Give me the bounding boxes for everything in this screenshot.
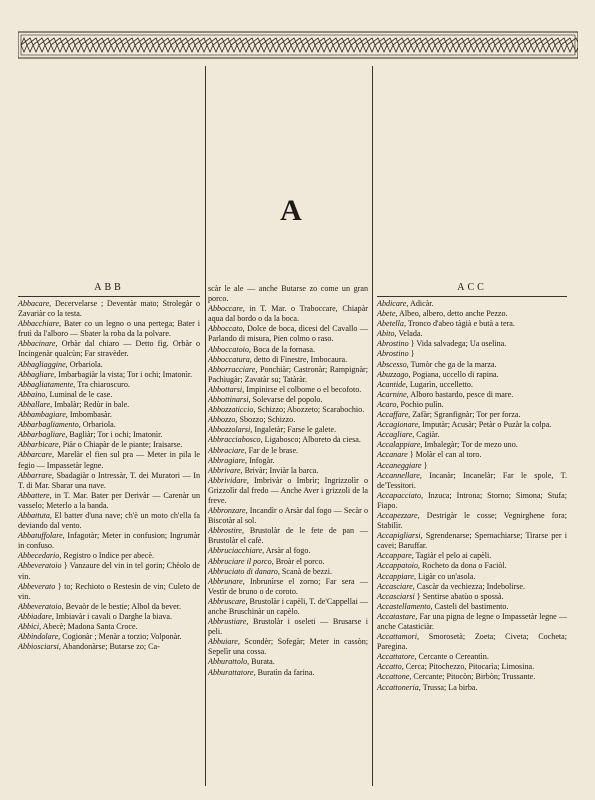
definition: Solevarse del popolo. [250, 395, 323, 405]
definition: Bater co un legno o una pertega; Bater i frutì da l'alboro — Sbater la roba da la polvare. [18, 319, 200, 339]
definition: Cerca; Pitochezzo, Pitocarìa; Limosina. [403, 662, 535, 672]
dictionary-entry [18, 582, 200, 602]
definition: Imbalàr; Redùr in bale. [52, 399, 130, 409]
dictionary-entry [208, 546, 368, 556]
headword: Abbottinarsi, [208, 395, 251, 405]
headword: Abbrustiare, [208, 617, 249, 627]
column-header-1: ABB [94, 282, 124, 293]
headword: Abboccato, [208, 324, 245, 334]
headword: Abbatuffolare, [18, 531, 65, 541]
definition: } Vida salvadega; Ua oselina. [408, 339, 507, 349]
dictionary-entry [208, 456, 368, 466]
headword: Abbiosciarsi, [18, 642, 61, 652]
definition: Cascàr da vechiezza; Indebolirse. [414, 581, 526, 591]
headword: Accattoneria, [377, 682, 421, 692]
headword: Accaffare, [377, 410, 411, 420]
headword: Abbeverato [18, 581, 56, 591]
dictionary-entry [377, 683, 567, 693]
headword: Abbozzo, [208, 415, 238, 425]
dictionary-entry [377, 339, 567, 349]
definition: Orbàr dal chiaro — Detto fig. Orbàr o Incingenàr qualcùn; Far stravèder. [18, 339, 200, 359]
headword: Abbrunare, [208, 576, 245, 586]
headword: Abbeveratoio [18, 561, 62, 571]
headword: Abbattuta, [18, 510, 52, 520]
dictionary-entry [208, 617, 368, 637]
definition: Velada. [396, 329, 423, 339]
headword: Abete, [377, 309, 398, 319]
definition: Infogàr. [247, 455, 275, 465]
headword: Acantide, [377, 379, 408, 389]
dictionary-entry [208, 395, 368, 405]
definition: Ingaletàr; Farse le galete. [252, 425, 337, 435]
definition: Infagotàr; Meter in confusion; Ingrumàr in confuso. [18, 531, 200, 551]
definition: Cercante; Pitocòn; Birbòn; Trussante. [411, 672, 536, 682]
dictionary-entry [208, 304, 368, 324]
definition: Cogionàr ; Menàr a torzio; Volponàr. [60, 632, 182, 642]
dictionary-entry [208, 476, 368, 506]
dictionary-entry [208, 365, 368, 385]
headword: Accagliare, [377, 430, 415, 440]
definition: Abecè; Madona Santa Croce. [41, 622, 138, 631]
headword: Accappare, [377, 551, 414, 561]
definition: Lugarìn, uccelletto. [407, 379, 473, 389]
definition: Dolce de boca, dicesi del Cavallo — Parlando di misura, Pien colmo o raso. [208, 324, 368, 344]
dictionary-entry [18, 319, 200, 339]
headword: Abbagliatamente, [18, 379, 76, 389]
definition: Impinirse el colbome o el becofoto. [244, 384, 362, 394]
headword: Accasciare, [377, 581, 415, 591]
dictionary-entry [18, 339, 200, 359]
dictionary-entry [208, 324, 368, 344]
definition: Schizzo; Abozzeto; Scarabochio. [255, 405, 365, 415]
headword: Abballare, [18, 399, 53, 409]
dictionary-entry [377, 561, 567, 571]
dictionary-entry [377, 390, 567, 400]
definition: Destrigàr le cosse; Vegnirghene fora; Stabilìr. [377, 510, 567, 531]
dictionary-entry [377, 572, 567, 582]
headword: Abboccatura, [208, 354, 252, 364]
definition: Ponchiàr; Castronàr; Rampignàr; Pachiugàr; Zavatàr su; Tatàràr. [208, 364, 368, 384]
dictionary-entry [208, 577, 368, 597]
dictionary-entry [18, 410, 200, 420]
dictionary-entry [208, 637, 368, 657]
definition: Tra chiaroscuro. [75, 379, 130, 389]
headword: Abbambagiare, [18, 410, 68, 420]
dictionary-entry [377, 370, 567, 380]
definition: Sgrendenarse; Spernachiarse; Tirarse per i cavei; Baruffar. [377, 531, 567, 551]
definition: Adicàr. [408, 299, 434, 308]
dictionary-entry [208, 446, 368, 456]
definition: Arsàr al fogo. [264, 546, 311, 556]
dictionary-entry [377, 551, 567, 561]
dictionary-entry [18, 420, 200, 430]
dictionary-entry [18, 380, 200, 390]
dictionary-entry [208, 415, 368, 425]
dictionary-entry [18, 632, 200, 642]
definition: in T. Mar. o Traboccare, Chiapàr aqua dal bordo o da la boca. [208, 304, 368, 324]
definition: Ligabosco; Alboreto da ciesa. [262, 435, 361, 445]
definition: Far de le brase. [246, 445, 299, 455]
headword: Abbarbagliare, [18, 430, 68, 440]
headword: Abburattatore, [208, 667, 256, 677]
dictionary-entry [208, 385, 368, 395]
dictionary-entry [208, 425, 368, 435]
dictionary-entry [377, 349, 567, 359]
definition: Imbombasàr. [67, 410, 112, 420]
definition: Registro o Indice per abecè. [61, 551, 154, 561]
definition: Tagiàr el pelo ai capèli. [413, 551, 492, 561]
ornamental-border [18, 30, 578, 60]
definition: } [408, 349, 415, 359]
dictionary-entry [18, 360, 200, 370]
dictionary-entry [377, 491, 567, 511]
dictionary-entry [208, 345, 368, 355]
definition: Cagiàr. [414, 430, 440, 440]
definition: Boca de la fornasa. [250, 344, 315, 354]
headword: Abbattere, [18, 490, 52, 500]
definition: Casteli del bastimento. [432, 601, 509, 611]
dictionary-entry [377, 400, 567, 410]
headword: Abbrividare, [208, 475, 249, 485]
dictionary-entry [377, 511, 567, 531]
headword: Abbecedario, [18, 551, 62, 561]
headword: Accapigliarsi, [377, 531, 423, 541]
column-divider-left [205, 66, 206, 786]
headword: Abbeveratoio, [18, 601, 64, 611]
definition: Inzuca; Introna; Storno; Simona; Stufa; Fiapo. [377, 490, 567, 510]
headword: Accappatoio, [377, 561, 420, 571]
dictionary-entry [18, 622, 200, 632]
dictionary-entry [18, 531, 200, 551]
headword: Accannellare, [377, 470, 422, 480]
dictionary-entry [18, 511, 200, 531]
headword: Abburattolo, [208, 657, 250, 667]
dictionary-entry [18, 602, 200, 612]
definition: Cercante o Cereantìn. [416, 652, 489, 662]
dictionary-entry [377, 329, 567, 339]
headword: Abbacinare, [18, 339, 58, 349]
headword: Abbragiare, [208, 455, 248, 465]
headword: Accapezzare, [377, 510, 420, 520]
headword: Abbruscare, [208, 596, 248, 606]
dictionary-entry [208, 668, 368, 678]
definition: Sbozzo; Schizzo. [237, 415, 296, 425]
headword: Accasciarsi [377, 591, 415, 601]
definition: Brustolàr de le fete de pan — Brustolàr el cafè. [208, 526, 368, 546]
dictionary-entry [377, 461, 567, 471]
headword: Accastellamento, [377, 601, 433, 611]
headword: Abboccatoio, [208, 344, 251, 354]
definition: Imbarbagiàr la vista; Tor i ochi; Imatonìr. [56, 369, 193, 379]
dictionary-entry [377, 360, 567, 370]
dictionary-entry [18, 612, 200, 622]
definition: Inbrunìrse el zorno; Far sera — Vestìr de bruno o de coroto. [208, 576, 368, 596]
definition: El batter d'una nave; ch'è un moto ch'ella fa deviando dal vento. [18, 510, 200, 531]
definition: detto di Finestre, Imbocaura. [251, 354, 348, 364]
definition: Pogiana, uccello di rapina. [410, 369, 499, 379]
column-2 [208, 284, 368, 678]
definition: Brustolàr i capèli, T. de'Cappellai — anche Bruschinàr un capèlo. [208, 596, 368, 616]
headword: Abbacchiare, [18, 319, 62, 329]
dictionary-entry [18, 430, 200, 440]
dictionary-entry [18, 561, 200, 581]
definition: } Molàr el can al toro. [407, 450, 482, 460]
dictionary-entry [18, 440, 200, 450]
headword: Abbraciare, [208, 445, 247, 455]
headword: Accattone, [377, 672, 412, 682]
definition: } Sentirse abatùo o spossà. [414, 591, 504, 601]
dictionary-entry [377, 380, 567, 390]
definition: Ligàr co un'asola. [416, 571, 476, 581]
dictionary-entry [18, 370, 200, 380]
dictionary-entry [377, 450, 567, 460]
headword: Abbagliare, [18, 369, 57, 379]
headword: Abbaino, [18, 389, 48, 399]
column-header-3: ACC [457, 282, 487, 293]
definition: Orbariola. [80, 420, 116, 430]
headword: Acaro, [377, 399, 399, 409]
headword: Abbruciare il porco, [208, 556, 274, 566]
dictionary-entry [377, 420, 567, 430]
section-letter: A [280, 194, 302, 227]
dictionary-entry [18, 299, 200, 319]
headword: Abbarcare, [18, 450, 55, 460]
dictionary-entry [18, 400, 200, 410]
column-divider-right [372, 66, 373, 786]
dictionary-entry [377, 592, 567, 602]
dictionary-entry [377, 602, 567, 612]
headword: Accattamori, [377, 632, 420, 642]
definition: Zafàr; Sgranfignàr; Tor per forza. [410, 410, 521, 420]
definition: Bevaòr de le bestie; Albol da bever. [63, 601, 181, 611]
headword: Abbindolare, [18, 632, 61, 642]
headword: Accattatore, [377, 652, 417, 662]
headword: Abito, [377, 329, 397, 339]
headword: Accapacciato, [377, 490, 424, 500]
definition: Scanà de bezzi. [279, 566, 333, 576]
definition: Smorosetà; Zoeta; Civeta; Cocheta; Paregina. [377, 632, 567, 652]
definition: scàr le ale — anche Butarse zo come un gran porco. [208, 284, 368, 304]
dictionary-entry [377, 440, 567, 450]
dictionary-entry [208, 405, 368, 415]
headword: Abbagliaggine, [18, 359, 68, 369]
definition: Sbadagiàr o Intressàr, T. dei Muratori — In T. di Mar. Sbarar una nave. [18, 470, 200, 490]
headword: Abbacare, [18, 299, 52, 308]
dictionary-entry [208, 284, 368, 304]
definition: } Vanzaure del vin in tel gorin; Chèolo de vin. [18, 561, 200, 581]
definition: Imbiavàr i cavali o Darghe la biava. [53, 611, 172, 621]
dictionary-entry [208, 557, 368, 567]
headword: Abbrivare, [208, 465, 243, 475]
definition: Piàr o Chiapàr de le piante; Iraisarse. [60, 440, 183, 450]
dictionary-entry [208, 355, 368, 365]
headword: Accagionare, [377, 420, 421, 430]
headword: Abbarbicare, [18, 440, 61, 450]
definition: Alboro bastardo, pesce di mare. [408, 389, 514, 399]
headword: Abbrostire, [208, 526, 245, 536]
headword: Abbuiare, [208, 637, 240, 647]
definition: Imputàr; Acusàr; Petàr o Puzàr la colpa. [420, 420, 552, 430]
definition: Buratìn da farina. [255, 667, 315, 677]
headword: Abbici, [18, 622, 42, 631]
headword: Accalappiare, [377, 440, 423, 450]
headword: Accatto, [377, 662, 404, 672]
headword: Accappiare, [377, 571, 417, 581]
definition: Incanàr; Incanelàr; Far le spole, T. de'Tessitori. [377, 470, 567, 490]
definition: } to; Rechioto o Restesin de vin; Culeto de vin. [18, 581, 200, 601]
dictionary-entry [377, 582, 567, 592]
headword: Abdicare, [377, 299, 409, 308]
dictionary-entry [377, 410, 567, 420]
definition: Far una pigna de legne o Impassetàr legne — anche Catasticiàr. [377, 611, 567, 631]
definition: Trussa; La birba. [420, 682, 478, 692]
headword: Abetella, [377, 319, 406, 329]
dictionary-entry [208, 466, 368, 476]
dictionary-entry [377, 612, 567, 632]
column-3 [377, 296, 567, 693]
definition: Orbariola. [67, 359, 103, 369]
dictionary-entry [377, 662, 567, 672]
dictionary-entry [377, 672, 567, 682]
dictionary-entry [208, 506, 368, 526]
definition: Abandonàrse; Butarse zo; Ca- [60, 642, 160, 652]
definition: in T. Mar. Bater per Derivàr — Carenàr un vasselo; Meterlo a la banda. [18, 490, 200, 510]
headword: Abrostino [377, 349, 409, 359]
headword: Abbiadare, [18, 611, 54, 621]
headword: Abborracciare, [208, 364, 258, 374]
headword: Abbruciacchiare, [208, 546, 265, 556]
definition: Incandìr o Arsàr dal fogo — Secàr o Biscotàr al sol. [208, 506, 368, 526]
dictionary-entry [208, 597, 368, 617]
definition: Imbalegàr; Tor de mezo uno. [422, 440, 518, 450]
headword: Abrostino [377, 339, 409, 349]
headword: Abbottarsi, [208, 384, 245, 394]
dictionary-entry [377, 299, 567, 309]
dictionary-entry [208, 567, 368, 577]
dictionary-entry [208, 526, 368, 546]
dictionary-entry [377, 632, 567, 652]
headword: Accaneggiare [377, 460, 422, 470]
headword: Abbronzare, [208, 506, 248, 516]
headword: Abuzzago, [377, 369, 411, 379]
dictionary-entry [18, 642, 200, 652]
definition: Imbrivàr o Imbrìr; Ingrizzolìr o Grizzolìr dal fredo — Anche Aver i grizzoli de la freve. [208, 475, 368, 505]
dictionary-entry [377, 430, 567, 440]
dictionary-entry [18, 390, 200, 400]
dictionary-entry [18, 471, 200, 491]
headword: Abboccare, [208, 304, 245, 314]
headword: Accatastare, [377, 611, 418, 621]
dictionary-entry [377, 531, 567, 551]
headword: Abbruciato di danaro, [208, 566, 280, 576]
definition: Brivàr; Inviàr la barca. [242, 465, 319, 475]
definition: Luminal de le case. [47, 389, 113, 399]
definition: Marelàr el fien sul pra — Meter in pila le fegio — Impassetàr legne. [18, 450, 200, 470]
headword: Abbarrare, [18, 470, 54, 480]
definition: Burata. [249, 657, 275, 667]
dictionary-entry [377, 652, 567, 662]
definition: Bagliàr; Tor i ochi; Imatonìr. [67, 430, 163, 440]
dictionary-entry [377, 319, 567, 329]
definition: Broàr el porco. [273, 556, 325, 566]
definition: Pochio pulìn. [398, 399, 444, 409]
headword: Abbozzaticcio, [208, 405, 256, 415]
headword: Abscesso, [377, 359, 409, 369]
dictionary-entry [18, 450, 200, 470]
headword: Abbarbagliamento, [18, 420, 81, 430]
dictionary-entry [18, 551, 200, 561]
definition: Decervelarse ; Deventàr mato; Strolegàr o Zavariàr co la testa. [18, 299, 200, 319]
definition: Rocheto da dona o Faciòl. [419, 561, 507, 571]
headword: Abbozzolarsi, [208, 425, 253, 435]
definition: Tronco d'abeo tàgià e butà a tera. [406, 319, 515, 329]
dictionary-entry [377, 309, 567, 319]
definition: Albeo, albero, detto anche Pezzo. [397, 309, 508, 319]
definition: } [421, 460, 428, 470]
headword: Acarnine, [377, 389, 409, 399]
dictionary-entry [377, 471, 567, 491]
definition: Brustolàr i oseleti — Brusarse i peli. [208, 617, 368, 637]
dictionary-entry [208, 435, 368, 445]
headword: Abbracciabosco, [208, 435, 263, 445]
dictionary-entry [18, 491, 200, 511]
dictionary-entry [208, 657, 368, 667]
headword: Accanare [377, 450, 408, 460]
definition: Tumòr che ga de la marza. [408, 359, 497, 369]
definition: Scondèr; Sofegàr; Meter in cassòn; Sepelìr una cossa. [208, 637, 368, 657]
column-1 [18, 296, 200, 652]
